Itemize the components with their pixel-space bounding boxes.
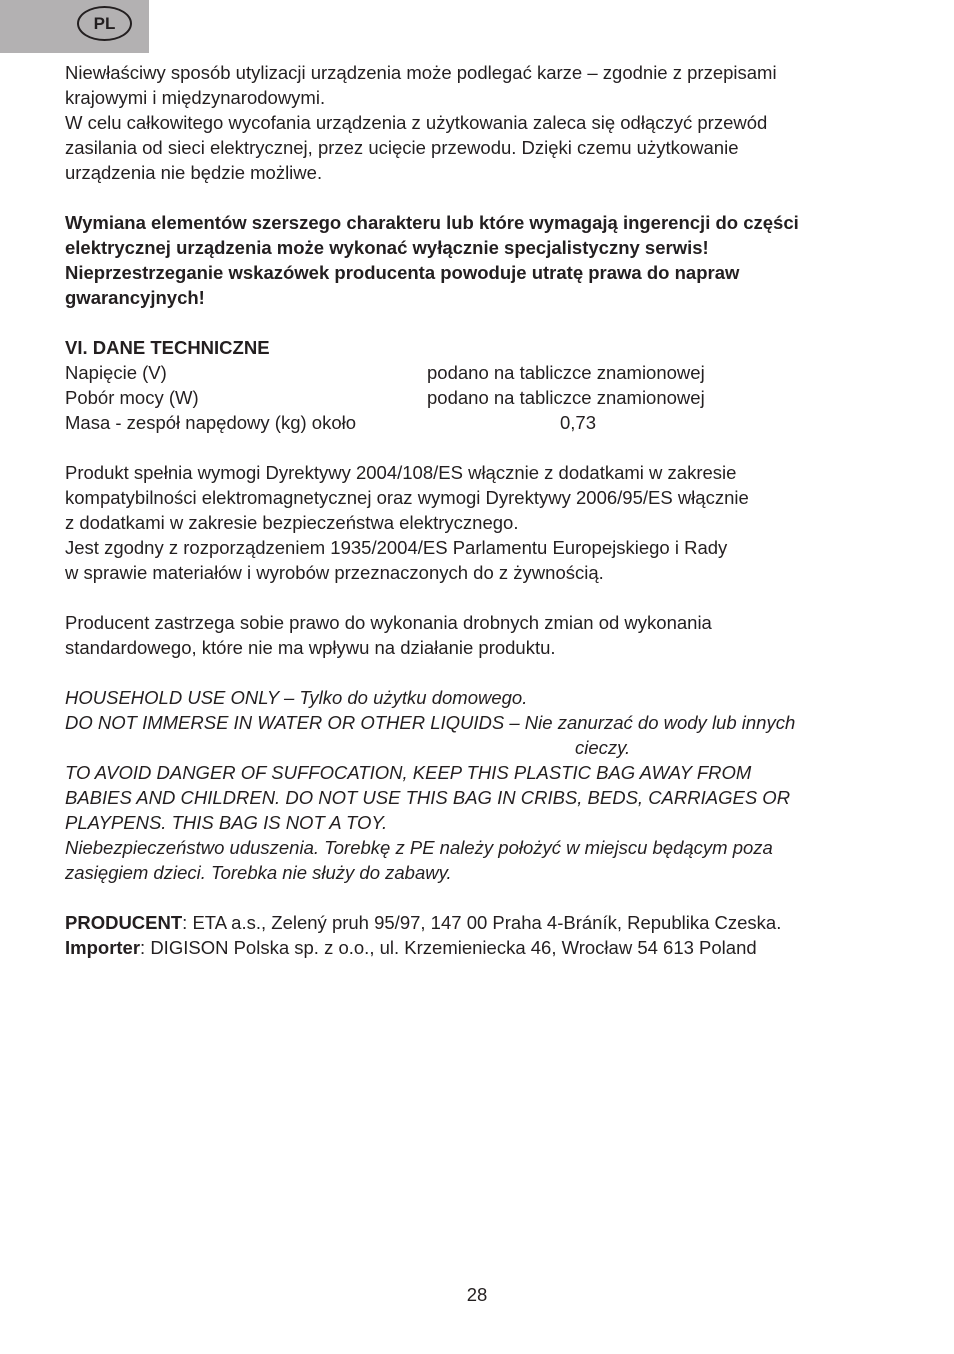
disposal-line: zasilania od sieci elektrycznej, przez ucięcie przewodu. Dzięki czemu użytkowanie [65,137,739,158]
spec-label: Napięcie (V) [65,362,167,383]
safety-line: DO NOT IMMERSE IN WATER OR OTHER LIQUIDS – Nie zanurzać do wody lub innych [65,712,796,733]
spacer [65,310,895,335]
disposal-line: W celu całkowitego wycofania urządzenia z użytkowania zaleca się odłączyć przewód [65,112,768,133]
safety-line: cieczy. [575,737,631,758]
spacer [65,660,895,685]
safety-line: zasięgiem dzieci. Torebka nie służy do zabawy. [65,862,452,883]
manufacturer-note-section [65,610,895,660]
manufacturer-note-line: Producent zastrzega sobie prawo do wykonania drobnych zmian od wykonania [65,612,712,633]
importer-label: Importer [65,937,141,958]
disposal-line: urządzenia nie będzie możliwe. [65,162,323,183]
disposal-section [65,60,895,185]
safety-line: PLAYPENS. THIS BAG IS NOT A TOY. [65,812,388,833]
spec-value: 0,73 [560,412,597,433]
spec-value: podano na tabliczce znamionowej [427,387,705,408]
importer-text: : DIGISON Polska sp. z o.o., ul. Krzemieniecka 46, Wrocław 54 613 Poland [140,937,757,958]
safety-notice-section [65,685,895,885]
safety-line: Niebezpieczeństwo uduszenia. Torebkę z PE należy położyć w miejscu będącym poza [65,837,773,858]
compliance-line: kompatybilności elektromagnetycznej oraz wymogi Dyrektywy 2006/95/ES włącznie [65,487,749,508]
spacer [65,585,895,610]
service-warning-section [65,210,895,310]
importer-line [65,935,895,960]
spacer [65,185,895,210]
spec-row-weight [65,410,895,435]
warning-line: gwarancyjnych! [65,287,205,308]
language-tab [0,0,149,53]
disposal-line: Niewłaściwy sposób utylizacji urządzenia może podlegać karze – zgodnie z przepisami [65,62,777,83]
warning-line: Nieprzestrzeganie wskazówek producenta powoduje utratę prawa do napraw [65,262,740,283]
compliance-line: z dodatkami w zakresie bezpieczeństwa elektrycznego. [65,512,519,533]
producer-label: PRODUCENT [65,912,183,933]
warning-line: Wymiana elementów szerszego charakteru lub które wymagają ingerencji do części [65,212,799,233]
compliance-line: Jest zgodny z rozporządzeniem 1935/2004/ES Parlamentu Europejskiego i Rady [65,537,728,558]
page-content [65,60,895,960]
disposal-line: krajowymi i międzynarodowymi. [65,87,326,108]
producer-text: : ETA a.s., Zelený pruh 95/97, 147 00 Praha 4-Bráník, Republika Czeska. [182,912,782,933]
spec-row-voltage [65,360,895,385]
compliance-line: Produkt spełnia wymogi Dyrektywy 2004/108/ES włącznie z dodatkami w zakresie [65,462,737,483]
producer-line [65,910,895,935]
language-badge: PL [77,6,132,41]
page-number: 28 [466,1284,488,1305]
spec-label: Pobór mocy (W) [65,387,199,408]
manufacturer-note-line: standardowego, które nie ma wpływu na działanie produktu. [65,637,556,658]
spacer [65,435,895,460]
safety-line: TO AVOID DANGER OF SUFFOCATION, KEEP THIS PLASTIC BAG AWAY FROM [65,762,752,783]
spec-label: Masa - zespół napędowy (kg) około [65,412,357,433]
safety-line: HOUSEHOLD USE ONLY – Tylko do użytku domowego. [65,687,528,708]
compliance-line: w sprawie materiałów i wyrobów przeznaczonych do z żywnością. [65,562,604,583]
spacer [65,885,895,910]
safety-line: BABIES AND CHILDREN. DO NOT USE THIS BAG IN CRIBS, BEDS, CARRIAGES OR [65,787,791,808]
contacts-section [65,910,895,960]
technical-specs-section [65,335,895,435]
warning-line: elektrycznej urządzenia może wykonać wyłącznie specjalistyczny serwis! [65,237,709,258]
specs-heading: VI. DANE TECHNICZNE [65,337,270,358]
compliance-section [65,460,895,585]
spec-value: podano na tabliczce znamionowej [427,362,705,383]
spec-row-power [65,385,895,410]
